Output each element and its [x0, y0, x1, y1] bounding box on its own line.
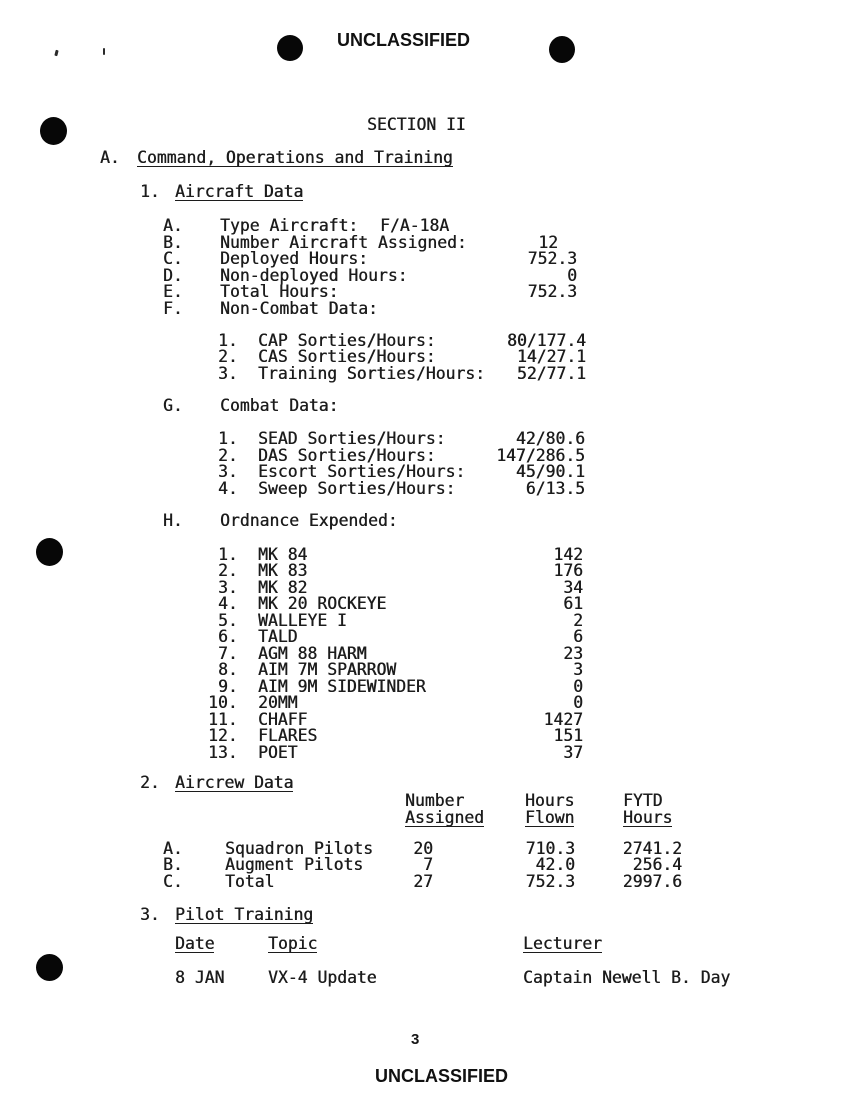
outline-number: 1.	[140, 182, 160, 201]
item-label: Non-Combat Data:	[220, 299, 378, 318]
heading-command-operations	[0, 149, 850, 166]
combat-row	[0, 480, 850, 497]
item-label: Total	[225, 872, 275, 891]
ordnance-row	[0, 645, 850, 662]
aircraft-item	[0, 217, 850, 234]
item-label: Ordnance Expended:	[220, 511, 398, 530]
item-number: 9.	[218, 677, 238, 696]
item-value: 80/177.4	[507, 331, 586, 350]
item-value: F/A-18A	[380, 216, 450, 235]
heading-pilot-training	[0, 906, 850, 923]
cell-flown: 42.0	[535, 855, 575, 874]
cell-fytd: 2741.2	[622, 839, 682, 858]
item-label: CHAFF	[258, 710, 308, 729]
item-letter: F.	[163, 299, 183, 318]
item-label: AIM 7M SPARROW	[258, 660, 397, 679]
item-value: 42/80.6	[515, 429, 585, 448]
item-label: MK 83	[258, 561, 308, 580]
heading-title: Aircrew Data	[175, 773, 294, 792]
item-value: 14/27.1	[516, 347, 586, 366]
item-number: 3.	[218, 462, 238, 481]
item-number: 7.	[218, 644, 238, 663]
item-value: 752.3	[527, 282, 577, 301]
item-label: FLARES	[258, 726, 318, 745]
item-label: TALD	[258, 627, 298, 646]
item-letter: B.	[163, 855, 183, 874]
item-value: 0	[567, 266, 577, 285]
item-value: 0	[573, 677, 583, 696]
column-header: Assigned	[405, 808, 484, 827]
item-letter: G.	[163, 396, 183, 415]
item-letter: B.	[163, 233, 183, 252]
item-label: WALLEYE I	[258, 611, 347, 630]
item-value: 752.3	[527, 249, 577, 268]
item-number: 1.	[218, 545, 238, 564]
item-number: 2.	[218, 347, 238, 366]
item-value: 12	[538, 233, 558, 252]
combat-row	[0, 430, 850, 447]
cell-date: 8 JAN	[175, 968, 225, 987]
item-value: 147/286.5	[496, 446, 585, 465]
ordnance-row	[0, 744, 850, 761]
training-row	[0, 969, 850, 986]
item-label: MK 84	[258, 545, 308, 564]
item-value: 176	[553, 561, 583, 580]
item-label: AGM 88 HARM	[258, 644, 367, 663]
item-label: MK 82	[258, 578, 308, 597]
item-value: 45/90.1	[515, 462, 585, 481]
ordnance-row	[0, 661, 850, 678]
section-title: SECTION II	[367, 115, 466, 134]
ordnance-row	[0, 612, 850, 629]
item-label: Type Aircraft:	[220, 216, 359, 235]
ordnance-row	[0, 595, 850, 612]
item-value: 34	[563, 578, 583, 597]
item-value: 2	[573, 611, 583, 630]
item-value: 52/77.1	[516, 364, 586, 383]
item-label: Training Sorties/Hours:	[258, 364, 485, 383]
item-label: Escort Sorties/Hours:	[258, 462, 466, 481]
cell-assigned: 27	[413, 872, 433, 891]
item-label: Combat Data:	[220, 396, 339, 415]
noncombat-row	[0, 365, 850, 382]
item-label: 20MM	[258, 693, 298, 712]
item-letter: A.	[163, 216, 183, 235]
item-number: 1.	[218, 429, 238, 448]
item-label: CAS Sorties/Hours:	[258, 347, 436, 366]
aircraft-item	[0, 283, 850, 300]
outline-number: 3.	[140, 905, 160, 924]
item-value: 0	[573, 693, 583, 712]
cell-lecturer: Captain Newell B. Day	[523, 968, 731, 987]
item-value: 61	[563, 594, 583, 613]
cell-flown: 752.3	[525, 872, 575, 891]
classification-footer: UNCLASSIFIED	[375, 1066, 509, 1086]
cell-flown: 710.3	[525, 839, 575, 858]
column-header: FYTD	[623, 791, 663, 810]
item-number: 13.	[208, 743, 238, 762]
item-number: 3.	[218, 578, 238, 597]
heading-title: Command, Operations and Training	[137, 148, 453, 167]
cell-fytd: 2997.6	[622, 872, 682, 891]
item-number: 6.	[218, 627, 238, 646]
ordnance-row	[0, 628, 850, 645]
noncombat-row	[0, 348, 850, 365]
aircrew-row	[0, 873, 850, 890]
item-number: 10.	[208, 693, 238, 712]
item-label: POET	[258, 743, 298, 762]
column-header: Lecturer	[523, 934, 602, 953]
heading-title: Aircraft Data	[175, 182, 304, 201]
item-letter: E.	[163, 282, 183, 301]
ordnance-row	[0, 546, 850, 563]
item-label: AIM 9M SIDEWINDER	[258, 677, 426, 696]
item-label: Total Hours:	[220, 282, 339, 301]
item-number: 2.	[218, 561, 238, 580]
item-label: Augment Pilots	[225, 855, 364, 874]
item-value: 1427	[543, 710, 583, 729]
heading-aircrew-data	[0, 774, 850, 791]
item-letter: A.	[163, 839, 183, 858]
heading-ordnance	[0, 512, 850, 529]
item-number: 8.	[218, 660, 238, 679]
item-number: 5.	[218, 611, 238, 630]
item-label: Deployed Hours:	[220, 249, 369, 268]
cell-fytd: 256.4	[632, 855, 682, 874]
ordnance-row	[0, 694, 850, 711]
outline-letter: A.	[100, 148, 120, 167]
section-title-row	[0, 116, 850, 133]
item-value: 151	[553, 726, 583, 745]
column-header: Hours	[525, 791, 575, 810]
column-header: Topic	[268, 934, 318, 953]
heading-aircraft-data	[0, 183, 850, 200]
item-number: 12.	[208, 726, 238, 745]
item-number: 3.	[218, 364, 238, 383]
cell-assigned: 20	[413, 839, 433, 858]
item-label: Sweep Sorties/Hours:	[258, 479, 456, 498]
item-value: 3	[573, 660, 583, 679]
training-header	[0, 935, 850, 952]
item-label: Number Aircraft Assigned:	[220, 233, 467, 252]
item-value: 23	[563, 644, 583, 663]
heading-combat-data	[0, 397, 850, 414]
aircraft-item	[0, 300, 850, 317]
item-number: 4.	[218, 479, 238, 498]
item-letter: H.	[163, 511, 183, 530]
ordnance-row	[0, 727, 850, 744]
item-label: SEAD Sorties/Hours:	[258, 429, 446, 448]
ordnance-row	[0, 562, 850, 579]
column-header: Number	[405, 791, 465, 810]
aircrew-header-line2	[0, 809, 850, 826]
aircrew-row	[0, 856, 850, 873]
item-label: Non-deployed Hours:	[220, 266, 408, 285]
column-header: Hours	[623, 808, 673, 827]
item-number: 11.	[208, 710, 238, 729]
aircraft-item	[0, 250, 850, 267]
item-value: 37	[563, 743, 583, 762]
item-label: MK 20 ROCKEYE	[258, 594, 387, 613]
item-number: 2.	[218, 446, 238, 465]
ordnance-row	[0, 579, 850, 596]
aircrew-header-line1	[0, 792, 850, 809]
item-value: 142	[553, 545, 583, 564]
cell-assigned: 7	[423, 855, 433, 874]
item-value: 6	[573, 627, 583, 646]
page-number: 3	[411, 1031, 420, 1048]
aircraft-item	[0, 267, 850, 284]
item-label: Squadron Pilots	[225, 839, 374, 858]
item-number: 1.	[218, 331, 238, 350]
item-letter: D.	[163, 266, 183, 285]
aircraft-item	[0, 234, 850, 251]
item-letter: C.	[163, 872, 183, 891]
classification-header: UNCLASSIFIED	[337, 30, 471, 50]
column-header: Flown	[525, 808, 575, 827]
combat-row	[0, 463, 850, 480]
column-header: Date	[175, 934, 215, 953]
item-number: 4.	[218, 594, 238, 613]
ordnance-row	[0, 678, 850, 695]
item-letter: C.	[163, 249, 183, 268]
heading-title: Pilot Training	[175, 905, 314, 924]
item-label: DAS Sorties/Hours:	[258, 446, 436, 465]
outline-number: 2.	[140, 773, 160, 792]
ordnance-row	[0, 711, 850, 728]
item-value: 6/13.5	[525, 479, 585, 498]
item-label: CAP Sorties/Hours:	[258, 331, 436, 350]
cell-topic: VX-4 Update	[268, 968, 377, 987]
